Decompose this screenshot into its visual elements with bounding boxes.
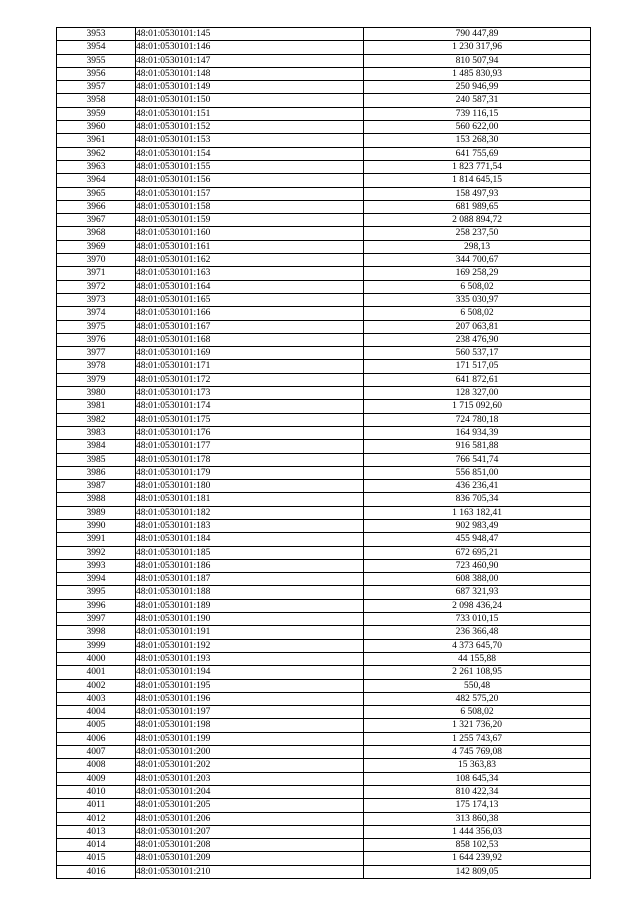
cadastral-value: 1 485 830,93 xyxy=(364,67,591,80)
row-number: 4015 xyxy=(57,852,136,865)
table-row xyxy=(57,28,591,41)
row-number: 3981 xyxy=(57,400,136,413)
cadastral-number: 48:01:0530101:175 xyxy=(136,413,364,426)
cadastral-value: 313 860,38 xyxy=(364,812,591,825)
table-row xyxy=(57,413,591,426)
table-row xyxy=(57,480,591,493)
row-number: 4006 xyxy=(57,732,136,745)
row-number: 3985 xyxy=(57,453,136,466)
row-number: 3991 xyxy=(57,533,136,546)
table-row xyxy=(57,865,591,878)
cadastral-number: 48:01:0530101:153 xyxy=(136,134,364,147)
row-number: 3970 xyxy=(57,254,136,267)
table-row xyxy=(57,772,591,785)
table-row xyxy=(57,785,591,798)
table-row xyxy=(57,134,591,147)
cadastral-number: 48:01:0530101:207 xyxy=(136,825,364,838)
cadastral-value: 207 063,81 xyxy=(364,320,591,333)
table-row xyxy=(57,121,591,134)
table-row xyxy=(57,852,591,865)
table-row xyxy=(57,652,591,665)
table-row xyxy=(57,67,591,80)
row-number: 3979 xyxy=(57,373,136,386)
cadastral-value: 723 460,90 xyxy=(364,559,591,572)
cadastral-number: 48:01:0530101:208 xyxy=(136,839,364,852)
cadastral-value: 164 934,39 xyxy=(364,426,591,439)
cadastral-value: 1 444 356,03 xyxy=(364,825,591,838)
cadastral-number: 48:01:0530101:162 xyxy=(136,254,364,267)
cadastral-value: 171 517,05 xyxy=(364,360,591,373)
row-number: 3975 xyxy=(57,320,136,333)
cadastral-number: 48:01:0530101:156 xyxy=(136,174,364,187)
cadastral-value: 810 422,34 xyxy=(364,785,591,798)
table-row xyxy=(57,214,591,227)
cadastral-value: 4 373 645,70 xyxy=(364,639,591,652)
table-row xyxy=(57,493,591,506)
row-number: 3959 xyxy=(57,107,136,120)
cadastral-number: 48:01:0530101:148 xyxy=(136,67,364,80)
cadastral-number: 48:01:0530101:165 xyxy=(136,293,364,306)
row-number: 3969 xyxy=(57,240,136,253)
cadastral-value: 766 541,74 xyxy=(364,453,591,466)
row-number: 3971 xyxy=(57,267,136,280)
cadastral-value: 724 780,18 xyxy=(364,413,591,426)
row-number: 3988 xyxy=(57,493,136,506)
cadastral-value: 6 508,02 xyxy=(364,706,591,719)
cadastral-number: 48:01:0530101:195 xyxy=(136,679,364,692)
row-number: 4005 xyxy=(57,719,136,732)
table-row xyxy=(57,373,591,386)
cadastral-value: 790 447,89 xyxy=(364,28,591,41)
cadastral-number: 48:01:0530101:164 xyxy=(136,280,364,293)
row-number: 4009 xyxy=(57,772,136,785)
table-row xyxy=(57,240,591,253)
cadastral-number: 48:01:0530101:183 xyxy=(136,519,364,532)
row-number: 3983 xyxy=(57,426,136,439)
table-row xyxy=(57,254,591,267)
cadastral-value: 641 755,69 xyxy=(364,147,591,160)
cadastral-number: 48:01:0530101:182 xyxy=(136,506,364,519)
cadastral-number: 48:01:0530101:194 xyxy=(136,666,364,679)
row-number: 3973 xyxy=(57,293,136,306)
cadastral-number: 48:01:0530101:193 xyxy=(136,652,364,665)
cadastral-number: 48:01:0530101:209 xyxy=(136,852,364,865)
cadastral-number: 48:01:0530101:199 xyxy=(136,732,364,745)
row-number: 3998 xyxy=(57,626,136,639)
table-row xyxy=(57,147,591,160)
cadastral-number: 48:01:0530101:163 xyxy=(136,267,364,280)
table-row xyxy=(57,81,591,94)
cadastral-value: 1 814 645,15 xyxy=(364,174,591,187)
cadastral-number: 48:01:0530101:189 xyxy=(136,599,364,612)
cadastral-number: 48:01:0530101:168 xyxy=(136,333,364,346)
cadastral-value: 1 163 182,41 xyxy=(364,506,591,519)
cadastral-value: 482 575,20 xyxy=(364,692,591,705)
cadastral-value: 15 363,83 xyxy=(364,759,591,772)
cadastral-number: 48:01:0530101:184 xyxy=(136,533,364,546)
cadastral-value: 687 321,93 xyxy=(364,586,591,599)
cadastral-value: 236 366,48 xyxy=(364,626,591,639)
cadastral-value: 258 237,50 xyxy=(364,227,591,240)
row-number: 4007 xyxy=(57,746,136,759)
cadastral-value: 556 851,00 xyxy=(364,466,591,479)
cadastral-number: 48:01:0530101:149 xyxy=(136,81,364,94)
cadastral-number: 48:01:0530101:151 xyxy=(136,107,364,120)
table-row xyxy=(57,599,591,612)
cadastral-value-table xyxy=(56,27,591,879)
table-row xyxy=(57,160,591,173)
table-row xyxy=(57,174,591,187)
cadastral-number: 48:01:0530101:158 xyxy=(136,200,364,213)
table-row xyxy=(57,200,591,213)
row-number: 3962 xyxy=(57,147,136,160)
table-row xyxy=(57,799,591,812)
table-row xyxy=(57,466,591,479)
table-row xyxy=(57,839,591,852)
cadastral-value: 560 537,17 xyxy=(364,347,591,360)
cadastral-value: 672 695,21 xyxy=(364,546,591,559)
cadastral-number: 48:01:0530101:172 xyxy=(136,373,364,386)
row-number: 3996 xyxy=(57,599,136,612)
row-number: 4001 xyxy=(57,666,136,679)
cadastral-value: 1 255 743,67 xyxy=(364,732,591,745)
cadastral-number: 48:01:0530101:167 xyxy=(136,320,364,333)
cadastral-number: 48:01:0530101:146 xyxy=(136,41,364,54)
cadastral-number: 48:01:0530101:200 xyxy=(136,746,364,759)
table-row xyxy=(57,453,591,466)
row-number: 3964 xyxy=(57,174,136,187)
cadastral-number: 48:01:0530101:192 xyxy=(136,639,364,652)
cadastral-value: 1 644 239,92 xyxy=(364,852,591,865)
table-row xyxy=(57,573,591,586)
row-number: 3956 xyxy=(57,67,136,80)
cadastral-number: 48:01:0530101:166 xyxy=(136,307,364,320)
cadastral-value: 298,13 xyxy=(364,240,591,253)
table-row xyxy=(57,41,591,54)
table-row xyxy=(57,187,591,200)
row-number: 3965 xyxy=(57,187,136,200)
row-number: 4013 xyxy=(57,825,136,838)
row-number: 4002 xyxy=(57,679,136,692)
row-number: 3987 xyxy=(57,480,136,493)
cadastral-number: 48:01:0530101:159 xyxy=(136,214,364,227)
cadastral-number: 48:01:0530101:187 xyxy=(136,573,364,586)
row-number: 3978 xyxy=(57,360,136,373)
cadastral-number: 48:01:0530101:177 xyxy=(136,440,364,453)
cadastral-number: 48:01:0530101:174 xyxy=(136,400,364,413)
row-number: 4000 xyxy=(57,652,136,665)
cadastral-value: 238 476,90 xyxy=(364,333,591,346)
table-row xyxy=(57,400,591,413)
row-number: 3954 xyxy=(57,41,136,54)
cadastral-value: 1 715 092,60 xyxy=(364,400,591,413)
cadastral-number: 48:01:0530101:191 xyxy=(136,626,364,639)
cadastral-value: 836 705,34 xyxy=(364,493,591,506)
table-row xyxy=(57,293,591,306)
row-number: 3982 xyxy=(57,413,136,426)
cadastral-value: 153 268,30 xyxy=(364,134,591,147)
cadastral-number: 48:01:0530101:205 xyxy=(136,799,364,812)
table-row xyxy=(57,107,591,120)
row-number: 4008 xyxy=(57,759,136,772)
cadastral-number: 48:01:0530101:179 xyxy=(136,466,364,479)
cadastral-value: 158 497,93 xyxy=(364,187,591,200)
table-row xyxy=(57,307,591,320)
cadastral-value: 1 321 736,20 xyxy=(364,719,591,732)
cadastral-number: 48:01:0530101:204 xyxy=(136,785,364,798)
row-number: 3972 xyxy=(57,280,136,293)
table-row xyxy=(57,227,591,240)
row-number: 3960 xyxy=(57,121,136,134)
cadastral-number: 48:01:0530101:178 xyxy=(136,453,364,466)
cadastral-number: 48:01:0530101:155 xyxy=(136,160,364,173)
table-row xyxy=(57,732,591,745)
table-row xyxy=(57,626,591,639)
row-number: 3967 xyxy=(57,214,136,227)
cadastral-value: 108 645,34 xyxy=(364,772,591,785)
row-number: 4012 xyxy=(57,812,136,825)
cadastral-value: 608 388,00 xyxy=(364,573,591,586)
table-row xyxy=(57,719,591,732)
cadastral-number: 48:01:0530101:210 xyxy=(136,865,364,878)
cadastral-value: 550,48 xyxy=(364,679,591,692)
table-row xyxy=(57,533,591,546)
cadastral-number: 48:01:0530101:145 xyxy=(136,28,364,41)
cadastral-value: 641 872,61 xyxy=(364,373,591,386)
table-row xyxy=(57,679,591,692)
row-number: 4003 xyxy=(57,692,136,705)
table-row xyxy=(57,94,591,107)
cadastral-value: 560 622,00 xyxy=(364,121,591,134)
table-row xyxy=(57,426,591,439)
row-number: 3984 xyxy=(57,440,136,453)
cadastral-number: 48:01:0530101:157 xyxy=(136,187,364,200)
cadastral-number: 48:01:0530101:169 xyxy=(136,347,364,360)
cadastral-number: 48:01:0530101:186 xyxy=(136,559,364,572)
cadastral-number: 48:01:0530101:202 xyxy=(136,759,364,772)
cadastral-value: 810 507,94 xyxy=(364,54,591,67)
table-row xyxy=(57,54,591,67)
cadastral-number: 48:01:0530101:198 xyxy=(136,719,364,732)
table-row xyxy=(57,333,591,346)
cadastral-value: 455 948,47 xyxy=(364,533,591,546)
cadastral-value: 2 261 108,95 xyxy=(364,666,591,679)
cadastral-number: 48:01:0530101:173 xyxy=(136,387,364,400)
cadastral-value: 6 508,02 xyxy=(364,307,591,320)
cadastral-value: 739 116,15 xyxy=(364,107,591,120)
row-number: 3963 xyxy=(57,160,136,173)
cadastral-value: 240 587,31 xyxy=(364,94,591,107)
table-row xyxy=(57,692,591,705)
row-number: 3953 xyxy=(57,28,136,41)
cadastral-value: 902 983,49 xyxy=(364,519,591,532)
table-row xyxy=(57,586,591,599)
cadastral-number: 48:01:0530101:190 xyxy=(136,613,364,626)
row-number: 3993 xyxy=(57,559,136,572)
cadastral-value: 858 102,53 xyxy=(364,839,591,852)
cadastral-value: 169 258,29 xyxy=(364,267,591,280)
cadastral-value: 2 098 436,24 xyxy=(364,599,591,612)
table-row xyxy=(57,320,591,333)
cadastral-number: 48:01:0530101:154 xyxy=(136,147,364,160)
cadastral-value: 175 174,13 xyxy=(364,799,591,812)
row-number: 3968 xyxy=(57,227,136,240)
cadastral-value: 681 989,65 xyxy=(364,200,591,213)
cadastral-number: 48:01:0530101:197 xyxy=(136,706,364,719)
table-row xyxy=(57,506,591,519)
row-number: 3995 xyxy=(57,586,136,599)
row-number: 4004 xyxy=(57,706,136,719)
table-row xyxy=(57,706,591,719)
row-number: 3990 xyxy=(57,519,136,532)
table-row xyxy=(57,746,591,759)
table-row xyxy=(57,666,591,679)
cadastral-value: 344 700,67 xyxy=(364,254,591,267)
row-number: 4011 xyxy=(57,799,136,812)
row-number: 3977 xyxy=(57,347,136,360)
row-number: 3997 xyxy=(57,613,136,626)
cadastral-number: 48:01:0530101:185 xyxy=(136,546,364,559)
table-row xyxy=(57,440,591,453)
cadastral-value: 2 088 894,72 xyxy=(364,214,591,227)
cadastral-value: 4 745 769,08 xyxy=(364,746,591,759)
row-number: 3974 xyxy=(57,307,136,320)
row-number: 3961 xyxy=(57,134,136,147)
cadastral-number: 48:01:0530101:181 xyxy=(136,493,364,506)
row-number: 3966 xyxy=(57,200,136,213)
cadastral-number: 48:01:0530101:188 xyxy=(136,586,364,599)
table-row xyxy=(57,519,591,532)
table-row xyxy=(57,613,591,626)
cadastral-value: 436 236,41 xyxy=(364,480,591,493)
row-number: 3994 xyxy=(57,573,136,586)
cadastral-value: 1 823 771,54 xyxy=(364,160,591,173)
table-row xyxy=(57,639,591,652)
cadastral-value: 1 230 317,96 xyxy=(364,41,591,54)
cadastral-number: 48:01:0530101:150 xyxy=(136,94,364,107)
table-row xyxy=(57,267,591,280)
row-number: 3957 xyxy=(57,81,136,94)
row-number: 3980 xyxy=(57,387,136,400)
table-row xyxy=(57,360,591,373)
row-number: 3989 xyxy=(57,506,136,519)
table-body xyxy=(57,28,591,879)
table-row xyxy=(57,759,591,772)
cadastral-number: 48:01:0530101:176 xyxy=(136,426,364,439)
table-row xyxy=(57,546,591,559)
row-number: 3976 xyxy=(57,333,136,346)
row-number: 4014 xyxy=(57,839,136,852)
cadastral-value: 916 581,88 xyxy=(364,440,591,453)
table-row xyxy=(57,825,591,838)
table-row xyxy=(57,280,591,293)
row-number: 3992 xyxy=(57,546,136,559)
cadastral-value: 142 809,05 xyxy=(364,865,591,878)
row-number: 4010 xyxy=(57,785,136,798)
cadastral-value: 44 155,88 xyxy=(364,652,591,665)
cadastral-value: 250 946,99 xyxy=(364,81,591,94)
row-number: 3955 xyxy=(57,54,136,67)
row-number: 3999 xyxy=(57,639,136,652)
cadastral-number: 48:01:0530101:171 xyxy=(136,360,364,373)
row-number: 3986 xyxy=(57,466,136,479)
cadastral-value: 733 010,15 xyxy=(364,613,591,626)
table-row xyxy=(57,387,591,400)
cadastral-number: 48:01:0530101:196 xyxy=(136,692,364,705)
cadastral-value: 6 508,02 xyxy=(364,280,591,293)
cadastral-number: 48:01:0530101:180 xyxy=(136,480,364,493)
table-row xyxy=(57,347,591,360)
row-number: 3958 xyxy=(57,94,136,107)
cadastral-value: 335 030,97 xyxy=(364,293,591,306)
cadastral-number: 48:01:0530101:147 xyxy=(136,54,364,67)
cadastral-number: 48:01:0530101:161 xyxy=(136,240,364,253)
table-row xyxy=(57,812,591,825)
cadastral-number: 48:01:0530101:152 xyxy=(136,121,364,134)
cadastral-number: 48:01:0530101:160 xyxy=(136,227,364,240)
cadastral-number: 48:01:0530101:203 xyxy=(136,772,364,785)
cadastral-number: 48:01:0530101:206 xyxy=(136,812,364,825)
row-number: 4016 xyxy=(57,865,136,878)
table-row xyxy=(57,559,591,572)
cadastral-value: 128 327,00 xyxy=(364,387,591,400)
